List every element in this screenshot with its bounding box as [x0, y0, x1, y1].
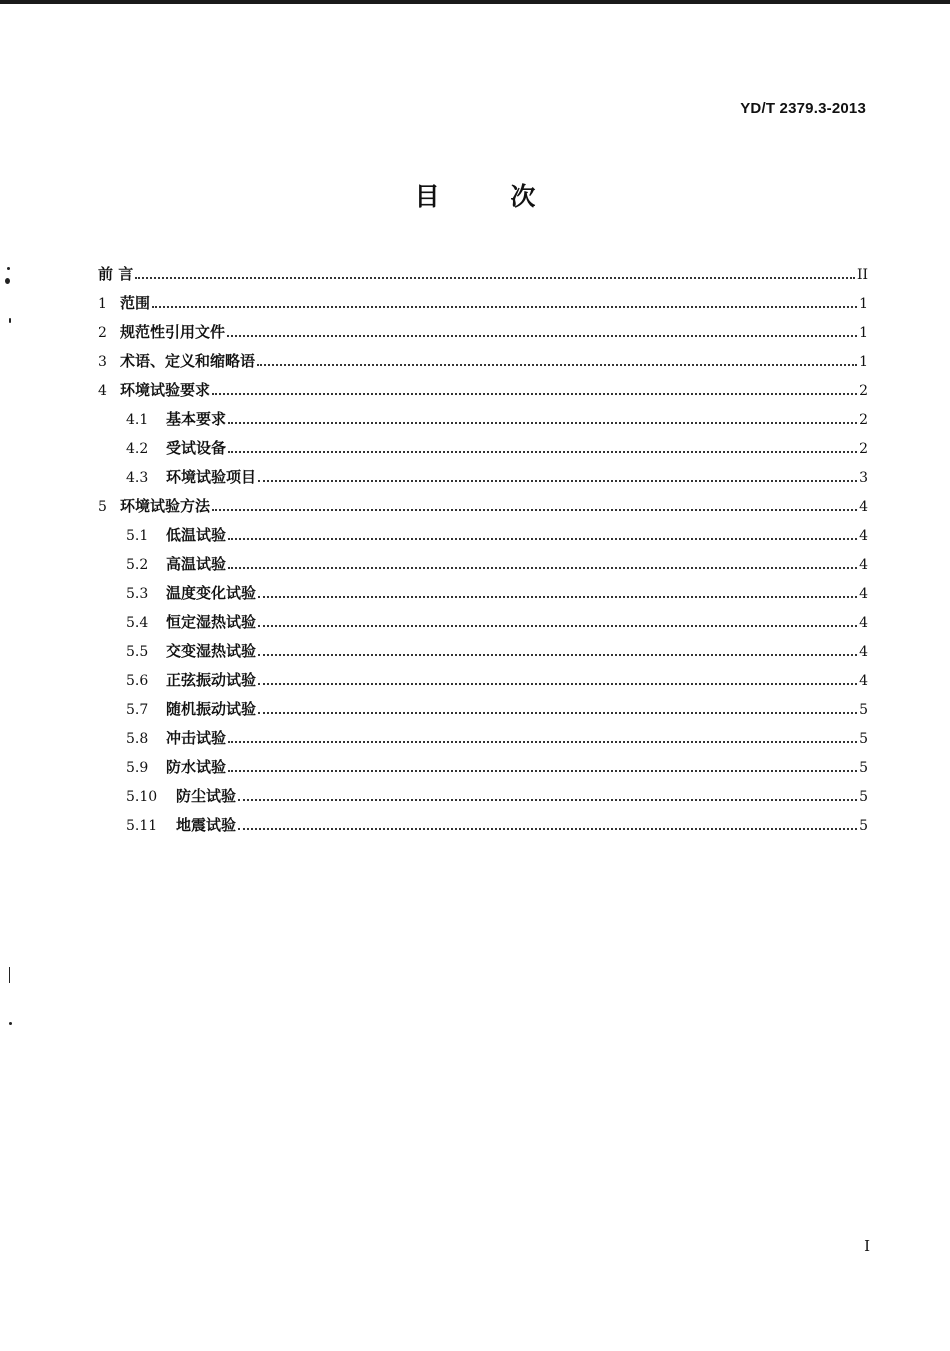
toc-entry-label: 防尘试验 — [176, 787, 237, 805]
toc-entry-page: 5 — [859, 702, 868, 718]
toc-entry[interactable] — [98, 434, 868, 463]
toc-dot-leader — [228, 769, 857, 772]
toc-entry-page: 5 — [859, 818, 868, 834]
toc-entry[interactable] — [98, 637, 868, 666]
toc-entry[interactable] — [98, 463, 868, 492]
toc-entry-label: 正弦振动试验 — [166, 671, 257, 689]
toc-entry[interactable] — [98, 318, 868, 347]
scan-speck — [9, 1022, 12, 1025]
toc-entry-page: 4 — [859, 528, 868, 544]
toc-entry[interactable] — [98, 753, 868, 782]
toc-entry-number: 5.10 — [126, 789, 158, 805]
toc-entry-page: 4 — [859, 586, 868, 602]
toc-entry-label: 规范性引用文件 — [120, 323, 226, 341]
toc-dot-leader — [212, 508, 857, 511]
toc-dot-leader — [228, 450, 857, 453]
toc-entry-page: 5 — [859, 760, 868, 776]
toc-entry[interactable] — [98, 608, 868, 637]
toc-dot-leader — [258, 653, 857, 656]
toc-dot-leader — [135, 276, 855, 279]
toc-entry-number: 5.6 — [126, 673, 149, 689]
toc-entry[interactable] — [98, 811, 868, 840]
top-border-rule — [0, 0, 950, 4]
toc-dot-leader — [228, 537, 857, 540]
toc-entry[interactable] — [98, 492, 868, 521]
toc-dot-leader — [258, 479, 857, 482]
toc-dot-leader — [228, 421, 857, 424]
toc-entry-number: 5.11 — [126, 818, 158, 834]
toc-dot-leader — [258, 682, 857, 685]
toc-entry-number: 5.8 — [126, 731, 149, 747]
toc-entry-number: 1 — [98, 296, 107, 312]
toc-entry-number: 5.4 — [126, 615, 149, 631]
toc-title-char-2: 次 — [510, 182, 536, 211]
toc-entry-page: 5 — [859, 731, 868, 747]
toc-entry[interactable] — [98, 550, 868, 579]
toc-entry-number: 4.3 — [126, 470, 149, 486]
toc-entry-number: 5.2 — [126, 557, 149, 573]
toc-entry-page: 3 — [859, 470, 868, 486]
toc-entry-page: 4 — [859, 499, 868, 515]
toc-entry-label: 前 言 — [98, 265, 134, 283]
toc-entry-number: 5.1 — [126, 528, 149, 544]
toc-dot-leader — [238, 798, 857, 801]
toc-entry-number: 2 — [98, 325, 107, 341]
toc-entry-page: 1 — [859, 296, 868, 312]
toc-entry-number: 4.2 — [126, 441, 149, 457]
toc-entry-page: 2 — [859, 441, 868, 457]
toc-entry-label: 地震试验 — [176, 816, 237, 834]
toc-entry-page: II — [856, 267, 868, 283]
toc-title — [0, 177, 950, 213]
toc-entry[interactable] — [98, 260, 868, 289]
toc-dot-leader — [228, 740, 857, 743]
toc-dot-leader — [258, 595, 857, 598]
document-code: YD/T 2379.3-2013 — [740, 100, 866, 117]
toc-entry-page: 5 — [859, 789, 868, 805]
toc-entry[interactable] — [98, 347, 868, 376]
toc-entry-number: 5 — [98, 499, 107, 515]
toc-entry-page: 4 — [859, 615, 868, 631]
toc-entry-number: 4 — [98, 383, 107, 399]
toc-entry-label: 低温试验 — [166, 526, 227, 544]
scan-speck — [7, 267, 10, 270]
toc-entry-number: 5.5 — [126, 644, 149, 660]
toc-entry-number: 5.3 — [126, 586, 149, 602]
toc-entry[interactable] — [98, 666, 868, 695]
toc-dot-leader — [258, 624, 857, 627]
toc-entry-label: 温度变化试验 — [166, 584, 257, 602]
toc-dot-leader — [228, 566, 857, 569]
page-number: I — [864, 1237, 870, 1255]
toc-entry-page: 1 — [859, 325, 868, 341]
toc-dot-leader — [257, 363, 857, 366]
toc-entry-page: 2 — [859, 412, 868, 428]
toc-entry-number: 3 — [98, 354, 107, 370]
toc-entry-label: 随机振动试验 — [166, 700, 257, 718]
toc-entry[interactable] — [98, 521, 868, 550]
toc-title-char-1: 目 — [414, 182, 440, 211]
toc-entry-label: 环境试验项目 — [166, 468, 257, 486]
toc-entry-label: 恒定湿热试验 — [166, 613, 257, 631]
toc-entry[interactable] — [98, 724, 868, 753]
toc-entry-page: 4 — [859, 673, 868, 689]
toc-entry-page: 2 — [859, 383, 868, 399]
toc-entry[interactable] — [98, 376, 868, 405]
toc-entry-label: 术语、定义和缩略语 — [120, 352, 256, 370]
toc-entry-label: 冲击试验 — [166, 729, 227, 747]
toc-dot-leader — [238, 827, 857, 830]
toc-dot-leader — [227, 334, 857, 337]
toc-entry-page: 4 — [859, 644, 868, 660]
toc-entry-label: 受试设备 — [166, 439, 227, 457]
toc-entry-page: 1 — [859, 354, 868, 370]
toc-entry-page: 4 — [859, 557, 868, 573]
toc-dot-leader — [258, 711, 857, 714]
toc-entry-number: 5.9 — [126, 760, 149, 776]
toc-list — [98, 260, 868, 840]
toc-entry-label: 环境试验方法 — [120, 497, 211, 515]
toc-entry[interactable] — [98, 405, 868, 434]
toc-entry-label: 环境试验要求 — [120, 381, 211, 399]
toc-entry-label: 基本要求 — [166, 410, 227, 428]
toc-entry-label: 交变湿热试验 — [166, 642, 257, 660]
scan-speck — [9, 967, 10, 983]
scan-speck — [9, 318, 11, 323]
toc-entry[interactable] — [98, 289, 868, 318]
toc-dot-leader — [212, 392, 857, 395]
scan-speck — [5, 278, 10, 284]
toc-entry[interactable] — [98, 782, 868, 811]
toc-entry-number: 4.1 — [126, 412, 149, 428]
toc-dot-leader — [152, 305, 857, 308]
toc-entry-label: 防水试验 — [166, 758, 227, 776]
toc-entry[interactable] — [98, 579, 868, 608]
toc-entry-number: 5.7 — [126, 702, 149, 718]
toc-entry[interactable] — [98, 695, 868, 724]
toc-entry-label: 范围 — [120, 294, 151, 312]
toc-entry-label: 高温试验 — [166, 555, 227, 573]
